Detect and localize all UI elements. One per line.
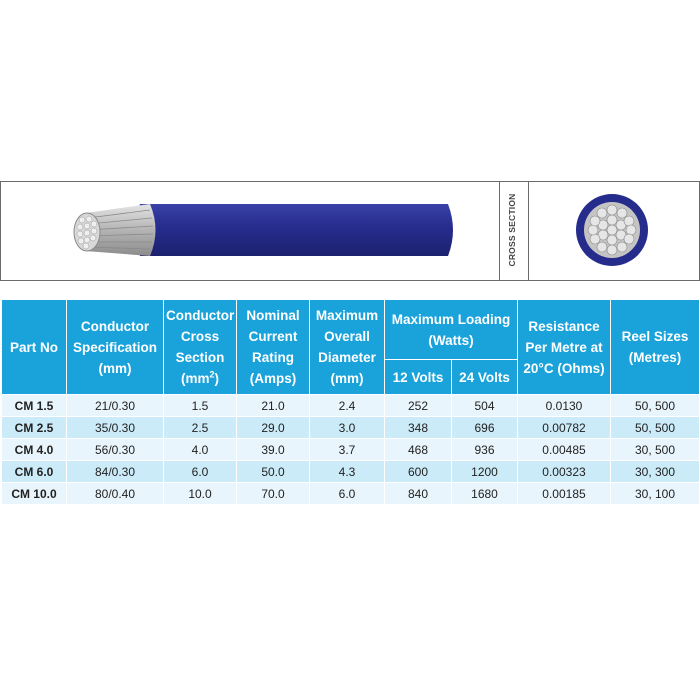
specification-table [1,299,700,505]
cell-current: 21.0 [237,395,310,417]
cell-w12: 252 [385,395,452,417]
cell-part: CM 2.5 [2,417,67,439]
table-row [2,395,700,417]
cell-part: CM 10.0 [2,483,67,505]
cell-w24: 504 [452,395,518,417]
header-loading: Maximum Loading (Watts) [385,300,518,360]
cell-spec: 21/0.30 [67,395,164,417]
cell-current: 29.0 [237,417,310,439]
cell-resistance: 0.0130 [518,395,611,417]
cell-reel: 30, 100 [611,483,700,505]
cell-spec: 56/0.30 [67,439,164,461]
header-resistance: Resistance Per Metre at 20°C (Ohms) [518,300,611,395]
cell-w12: 468 [385,439,452,461]
cell-part: CM 6.0 [2,461,67,483]
header-current: Nominal Current Rating (Amps) [237,300,310,395]
table-row [2,461,700,483]
table-row [2,439,700,461]
cell-cross: 1.5 [164,395,237,417]
cell-current: 50.0 [237,461,310,483]
cell-diameter: 3.7 [310,439,385,461]
cell-w24: 936 [452,439,518,461]
table-row [2,483,700,505]
cell-w12: 600 [385,461,452,483]
cell-w12: 348 [385,417,452,439]
header-24-volts: 24 Volts [452,360,518,395]
cell-reel: 30, 300 [611,461,700,483]
cell-resistance: 0.00323 [518,461,611,483]
header-conductor-spec: Conductor Specification (mm) [67,300,164,395]
cell-reel: 50, 500 [611,395,700,417]
cell-spec: 35/0.30 [67,417,164,439]
cell-resistance: 0.00485 [518,439,611,461]
cable-illustration [0,0,700,300]
table-body [2,395,700,505]
cell-w24: 1200 [452,461,518,483]
cell-part: CM 1.5 [2,395,67,417]
cell-current: 70.0 [237,483,310,505]
header-cross-section-label: Conductor Cross Section [166,308,235,365]
cell-diameter: 3.0 [310,417,385,439]
cross-section-label: CROSS SECTION [507,193,517,267]
header-12-volts: 12 Volts [385,360,452,395]
cell-cross: 2.5 [164,417,237,439]
header-diameter: Maximum Overall Diameter (mm) [310,300,385,395]
cell-cross: 10.0 [164,483,237,505]
cell-resistance: 0.00185 [518,483,611,505]
header-part-no: Part No [2,300,67,395]
cell-reel: 30, 500 [611,439,700,461]
cell-part: CM 4.0 [2,439,67,461]
cell-diameter: 6.0 [310,483,385,505]
cell-diameter: 4.3 [310,461,385,483]
cell-current: 39.0 [237,439,310,461]
cell-resistance: 0.00782 [518,417,611,439]
cell-w24: 1680 [452,483,518,505]
cell-diameter: 2.4 [310,395,385,417]
cell-cross: 4.0 [164,439,237,461]
cell-spec: 84/0.30 [67,461,164,483]
table-row [2,417,700,439]
cell-w24: 696 [452,417,518,439]
cell-spec: 80/0.40 [67,483,164,505]
cell-cross: 6.0 [164,461,237,483]
cable-insulation [135,204,453,256]
cell-w12: 840 [385,483,452,505]
header-reel: Reel Sizes (Metres) [611,300,700,395]
cell-reel: 50, 500 [611,417,700,439]
header-cross-section [164,300,237,395]
header-cross-section-unit: $(mm^2)$ [180,369,220,386]
